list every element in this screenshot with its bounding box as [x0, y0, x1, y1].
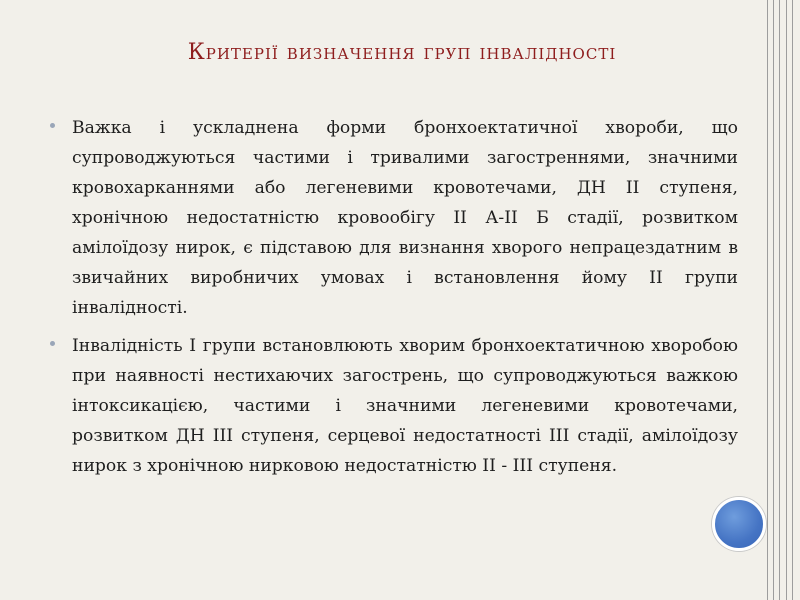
bullet-text: Важка і ускладнена форми бронхоектатичної хвороби, що супроводжуються частими і тривалими загостреннями, значними кровохарканнями або легеневими кровотечами, ДН II ступеня, хронічною недостатністю кровообігу II А-II Б стадії, розвитком амілоїдозу нирок, є підставою для визнання хворого непрацездатним в звичайних виробничих умовах і встановлення йому II групи інвалідності. [72, 118, 738, 318]
decorative-frame-lines [767, 0, 800, 600]
slide-title: Критерії визначення груп інвалідності [187, 40, 617, 65]
bullet-item [48, 113, 738, 323]
bullet-text: Інвалідність I групи встановлюють хворим бронхоектатичною хворобою при наявності нестихаючих загострень, що супроводжуються важкою інтоксикацією, частими і значними легеневими кровотечами, розвитком ДН III ступеня, серцевої недостатності III стадії, амілоїдозу нирок з хронічною нирковою недостатністю II - III ступеня. [72, 336, 738, 476]
bullet-list [48, 113, 738, 489]
bullet-icon [50, 123, 55, 128]
bullet-icon [50, 341, 55, 346]
bullet-item [48, 331, 738, 481]
decorative-circle-icon [712, 497, 766, 551]
